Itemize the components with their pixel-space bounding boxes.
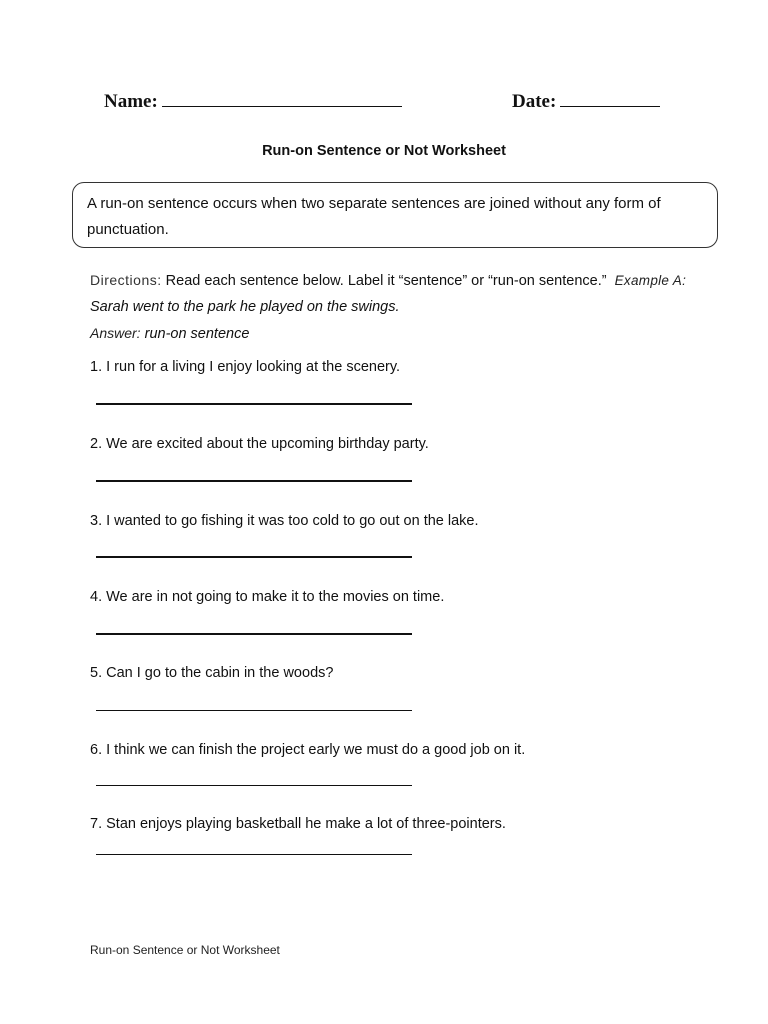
answer-text: run-on sentence — [144, 326, 250, 342]
directions-block — [90, 267, 710, 347]
definition-box — [72, 182, 718, 248]
answer-line-1[interactable] — [96, 403, 412, 405]
question-4: 4. We are in not going to make it to the movies on time. — [90, 589, 445, 605]
question-3: 3. I wanted to go fishing it was too cold to go out on the lake. — [90, 513, 479, 529]
header-row — [104, 90, 674, 120]
example-text: Sarah went to the park he played on the swings. — [90, 299, 400, 315]
page-footer: Run-on Sentence or Not Worksheet — [90, 943, 280, 957]
answer-label: Answer: — [90, 325, 141, 341]
answer-line-2[interactable] — [96, 480, 412, 482]
date-field — [512, 90, 660, 113]
answer-line-4[interactable] — [96, 633, 412, 635]
date-blank-line — [560, 90, 660, 107]
directions-label: Directions: — [90, 272, 162, 288]
question-2: 2. We are excited about the upcoming birthday party. — [90, 436, 429, 452]
question-5: 5. Can I go to the cabin in the woods? — [90, 665, 334, 681]
page-title: Run-on Sentence or Not Worksheet — [262, 143, 506, 159]
definition-text: A run-on sentence occurs when two separate sentences are joined without any form of punctuation. — [87, 195, 661, 238]
example-label: Example A: — [614, 273, 687, 288]
question-7: 7. Stan enjoys playing basketball he make a lot of three-pointers. — [90, 816, 506, 832]
name-field — [104, 90, 402, 113]
name-blank-line — [162, 90, 402, 107]
date-label: Date: — [512, 91, 557, 112]
name-label: Name: — [104, 91, 158, 112]
answer-line-3[interactable] — [96, 556, 412, 558]
directions-text: Read each sentence below. Label it “sentence” or “run-on sentence.” — [165, 273, 607, 289]
answer-line-7[interactable] — [96, 854, 412, 855]
question-6: 6. I think we can finish the project early we must do a good job on it. — [90, 742, 526, 758]
answer-line-5[interactable] — [96, 710, 412, 711]
answer-line-6[interactable] — [96, 785, 412, 786]
question-1: 1. I run for a living I enjoy looking at the scenery. — [90, 359, 401, 375]
